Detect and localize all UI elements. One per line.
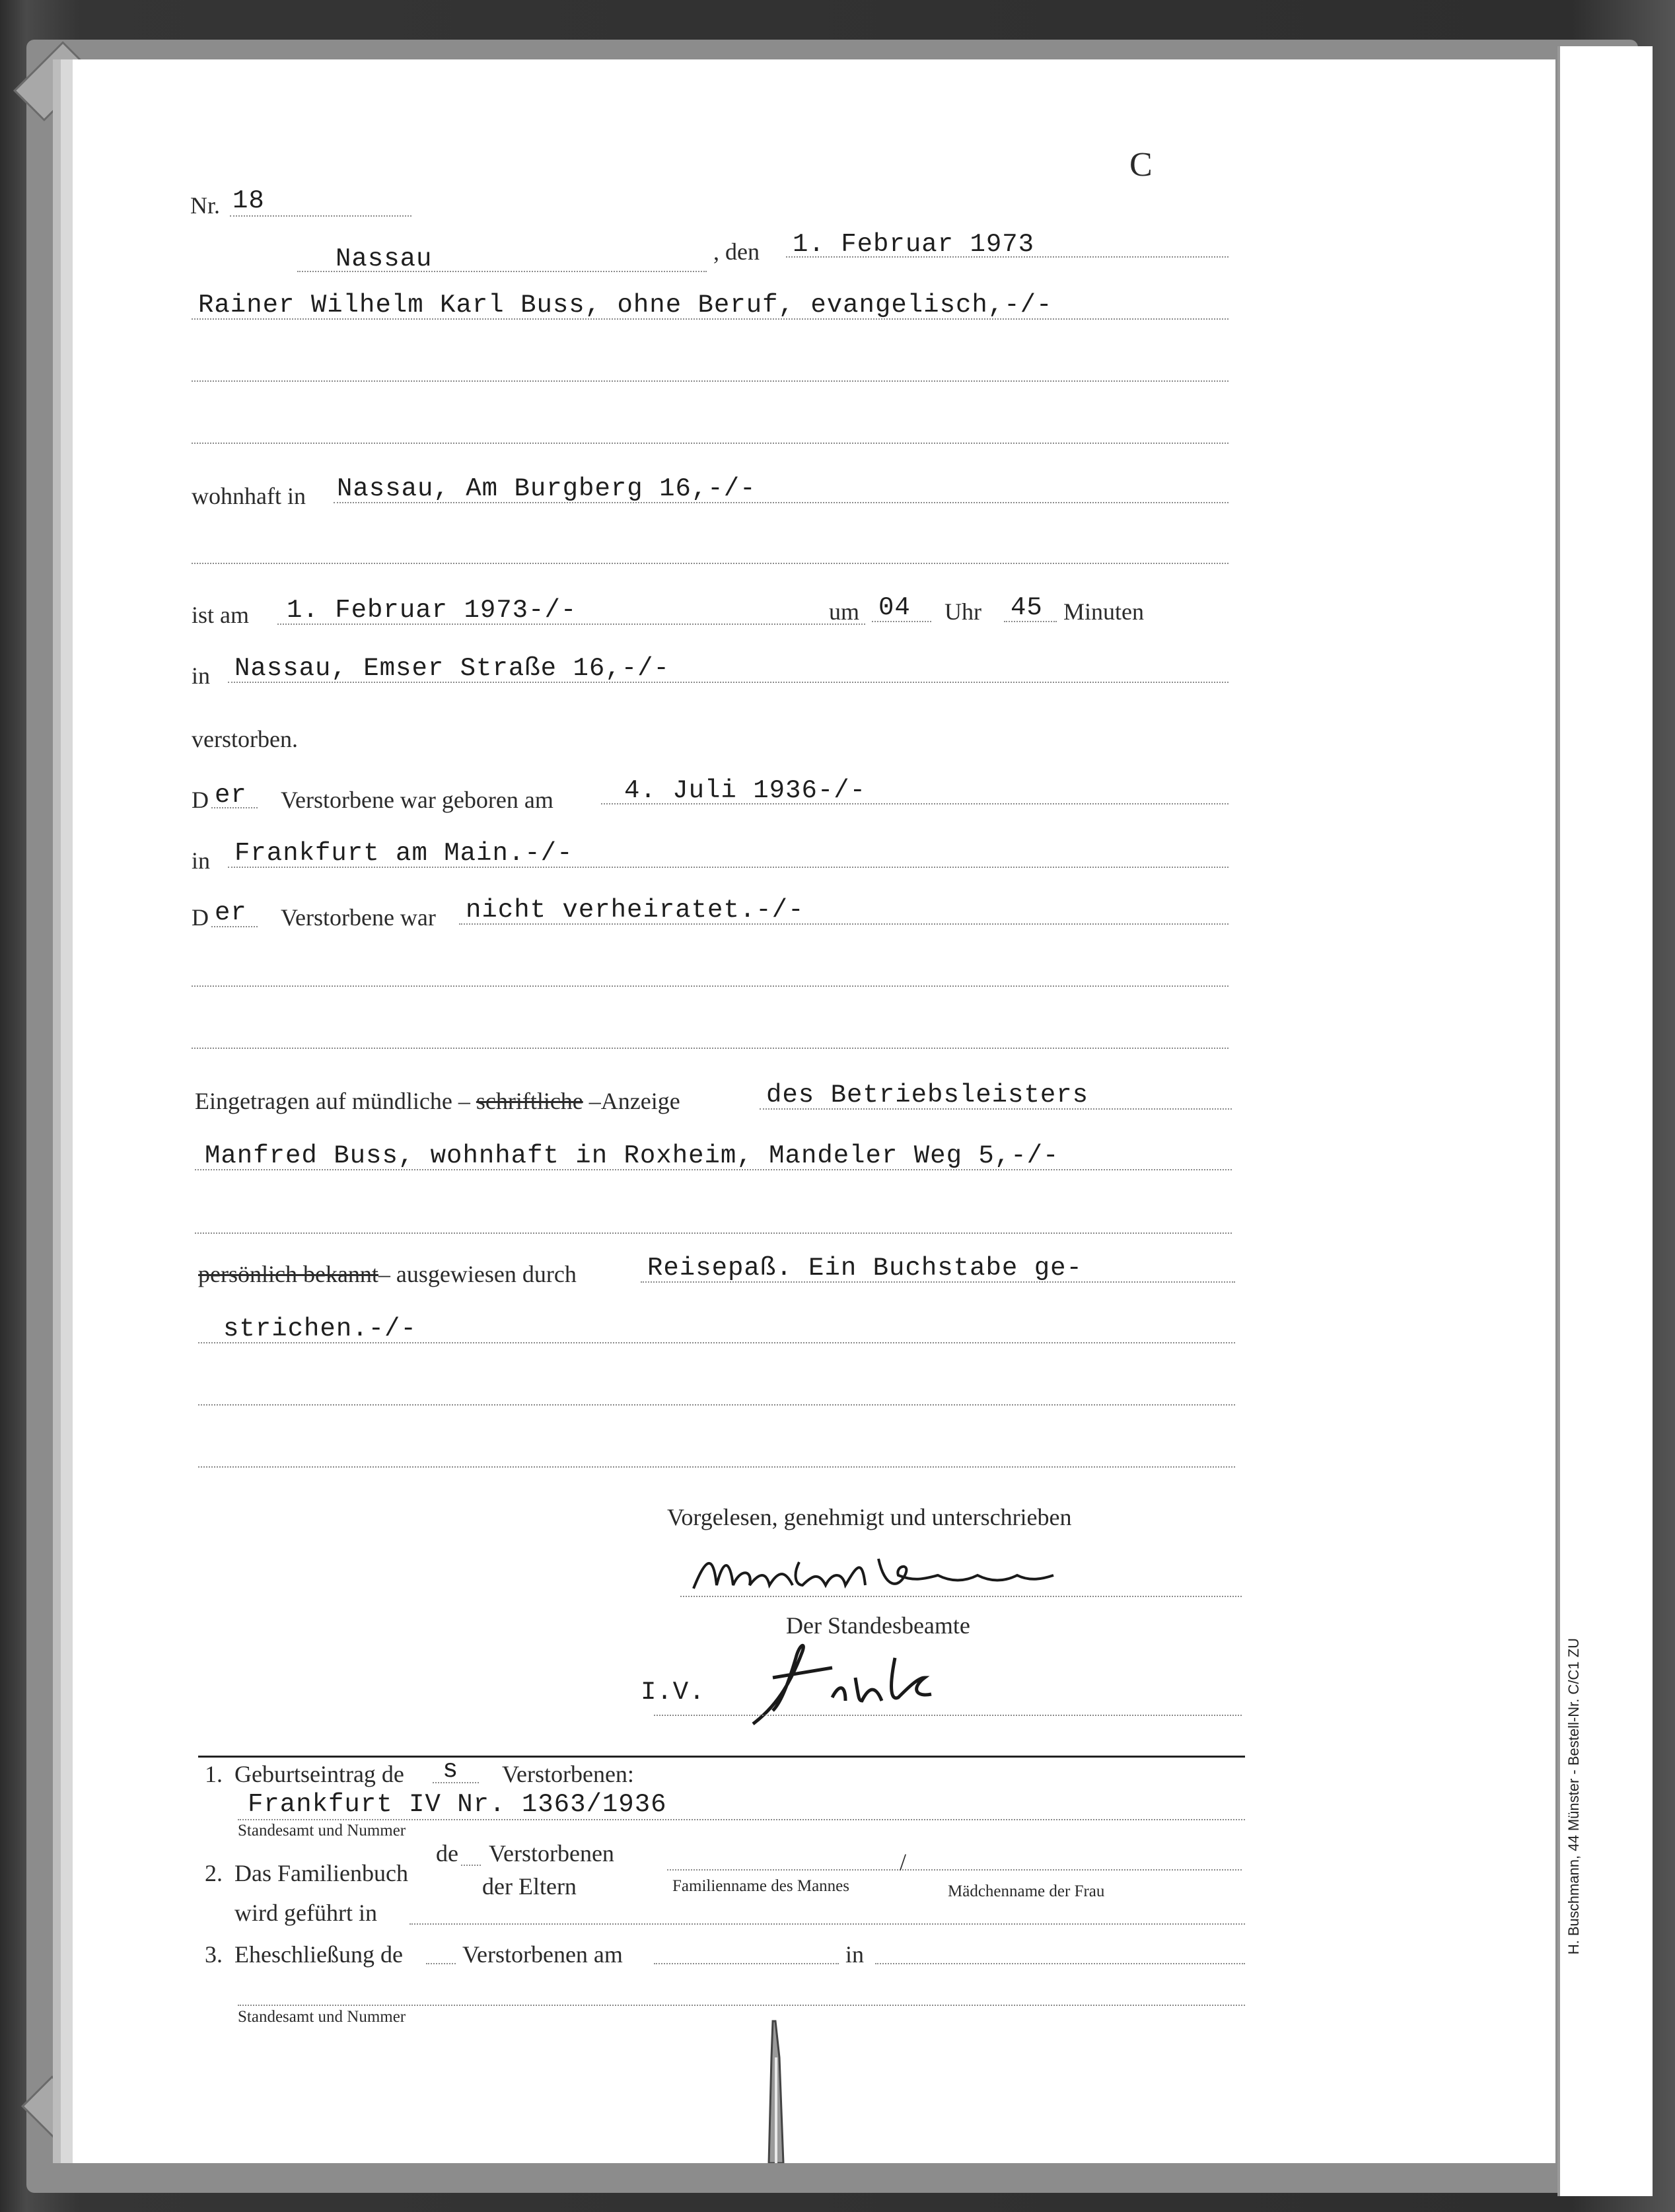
item3-caption: Standesamt und Nummer	[238, 2008, 406, 2026]
item3-date-line	[654, 1963, 839, 1964]
er-value: er	[215, 781, 247, 810]
birth-place: Frankfurt am Main.-/-	[234, 839, 573, 868]
death-date: 1. Februar 1973-/-	[287, 596, 577, 625]
schriftliche-struck: schriftliche	[476, 1088, 583, 1114]
name-line-1	[192, 318, 1229, 320]
er-value-2: er	[215, 898, 247, 927]
register-page	[73, 59, 1555, 2163]
informant-underline-3	[195, 1232, 1232, 1234]
id-underline-2	[198, 1342, 1235, 1343]
item1-label-a: Geburtseintrag de	[234, 1761, 404, 1787]
deceased-name: Rainer Wilhelm Karl Buss, ohne Beruf, evangelisch,-/-	[198, 291, 1053, 320]
death-place-line	[228, 682, 1229, 683]
item3-num: 3.	[205, 1941, 223, 1968]
d-label: D	[192, 787, 209, 813]
eingetragen-label	[195, 1087, 680, 1115]
item1-fill: s	[443, 1756, 459, 1785]
informant-line-2: Manfred Buss, wohnhaft in Roxheim, Mandeler Weg 5,-/-	[205, 1141, 1059, 1170]
residence-line-2	[192, 563, 1229, 564]
bekannt-struck: persönlich bekannt	[198, 1261, 378, 1287]
identity-label	[198, 1260, 577, 1288]
wohnhaft-label: wohnhaft in	[192, 483, 306, 509]
anzeige-text: Anzeige	[600, 1088, 680, 1114]
item2-eltern: der Eltern	[482, 1873, 577, 1900]
item2-name-line	[667, 1869, 1242, 1871]
item3-label-a: Eheschließung de	[234, 1941, 403, 1968]
item2-caption-frau: Mädchenname der Frau	[948, 1882, 1105, 1900]
informant-signature-text: Manfred Buss	[687, 1549, 691, 1550]
informant-signature	[687, 1549, 1057, 1602]
place: Nassau	[336, 244, 433, 273]
item3-de-line	[426, 1963, 456, 1964]
verstorben-label: verstorben.	[192, 726, 298, 752]
iv-label: I.V.	[641, 1678, 705, 1707]
er-line-2	[211, 926, 258, 927]
item1-value: Frankfurt IV Nr. 1363/1936	[248, 1790, 667, 1819]
eingetragen-text: Eingetragen auf mündliche	[195, 1088, 452, 1114]
item3-label-b: Verstorbenen am	[462, 1941, 623, 1968]
date-label: , den	[713, 238, 760, 265]
birth-date-line	[601, 803, 1229, 804]
uhr-label: Uhr	[944, 598, 981, 625]
strike-dash: –	[452, 1088, 476, 1114]
hour-line	[872, 621, 931, 622]
vorgelesen-label: Vorgelesen, genehmigt und unterschrieben	[667, 1504, 1072, 1530]
death-hour: 04	[878, 593, 911, 622]
birth-date: 4. Juli 1936-/-	[624, 776, 867, 805]
in-label: in	[192, 662, 211, 689]
item2-caption-mann: Familienname des Mannes	[672, 1877, 849, 1895]
minuten-label: Minuten	[1063, 598, 1144, 625]
er-line	[211, 807, 258, 808]
id-underline-4	[198, 1466, 1235, 1468]
nr-label: Nr.	[190, 192, 220, 219]
item2-slash: /	[900, 1849, 907, 1875]
birth-in-label: in	[192, 847, 211, 874]
death-place: Nassau, Emser Straße 16,-/-	[234, 654, 670, 683]
geboren-label: Verstorbene war geboren am	[281, 787, 553, 813]
residence: Nassau, Am Burgberg 16,-/-	[337, 474, 756, 503]
item2-wird: wird geführt in	[234, 1900, 377, 1926]
informant-line-1: des Betriebsleisters	[766, 1081, 1089, 1110]
official-signature-line	[654, 1715, 1242, 1716]
standesbeamte-label: Der Standesbeamte	[786, 1612, 970, 1639]
item1-label-b: Verstorbenen:	[502, 1761, 634, 1787]
item2-wird-line	[410, 1923, 1245, 1925]
item3-in: in	[845, 1941, 865, 1968]
name-line-3	[192, 443, 1229, 444]
ausgewiesen-text: – ausgewiesen durch	[378, 1261, 577, 1287]
informant-underline-1	[760, 1108, 1232, 1110]
ist-am-label: ist am	[192, 602, 249, 628]
minutes-line	[1004, 621, 1057, 622]
item2-label: Das Familienbuch	[234, 1860, 408, 1886]
informant-underline-2	[195, 1169, 1232, 1170]
d-label-2: D	[192, 904, 209, 931]
birth-place-line	[228, 867, 1229, 868]
nr-line	[230, 215, 411, 217]
war-label: Verstorbene war	[281, 904, 436, 931]
id-line-2: strichen.-/-	[223, 1314, 417, 1343]
form-letter: C	[1129, 146, 1153, 184]
official-signature	[740, 1638, 951, 1730]
footer-rule	[198, 1756, 1245, 1758]
item1-caption: Standesamt und Nummer	[238, 1822, 406, 1839]
um-label: um	[829, 598, 860, 625]
item2-de: de	[436, 1840, 458, 1867]
strike-dash-2: –	[583, 1088, 601, 1114]
residence-line	[334, 502, 1229, 503]
date-value: 1. Februar 1973	[793, 230, 1035, 259]
nr-value: 18	[232, 186, 265, 215]
printer-imprint: H. Buschmann, 44 Münster - Bestell-Nr. C/C1 ZU	[1565, 1638, 1582, 1955]
id-underline-3	[198, 1404, 1235, 1406]
death-date-line	[277, 624, 865, 625]
item2-num: 2.	[205, 1860, 223, 1886]
id-line-1: Reisepaß. Ein Buchstabe ge-	[647, 1254, 1083, 1283]
id-underline-1	[641, 1281, 1235, 1283]
item2-verstorbenen: Verstorbenen	[489, 1840, 614, 1867]
pen-tip	[753, 2018, 806, 2163]
item3-in-line	[875, 1963, 1245, 1964]
informant-signature-line	[680, 1596, 1242, 1597]
item1-line	[238, 1819, 1245, 1820]
marital-status: nicht verheiratet.-/-	[466, 896, 804, 925]
marital-line-3	[192, 1048, 1229, 1049]
place-line	[297, 271, 707, 272]
official-signature-text: Fink	[740, 1638, 741, 1639]
name-line-2	[192, 380, 1229, 382]
death-minutes: 45	[1011, 593, 1043, 622]
marital-line-2	[192, 985, 1229, 987]
item1-fill-line	[433, 1782, 479, 1783]
item3-line-2	[238, 2005, 1245, 2006]
item2-de-line	[461, 1865, 481, 1866]
marital-line	[459, 923, 1229, 925]
item1-num: 1.	[205, 1761, 223, 1787]
date-line	[786, 256, 1229, 258]
